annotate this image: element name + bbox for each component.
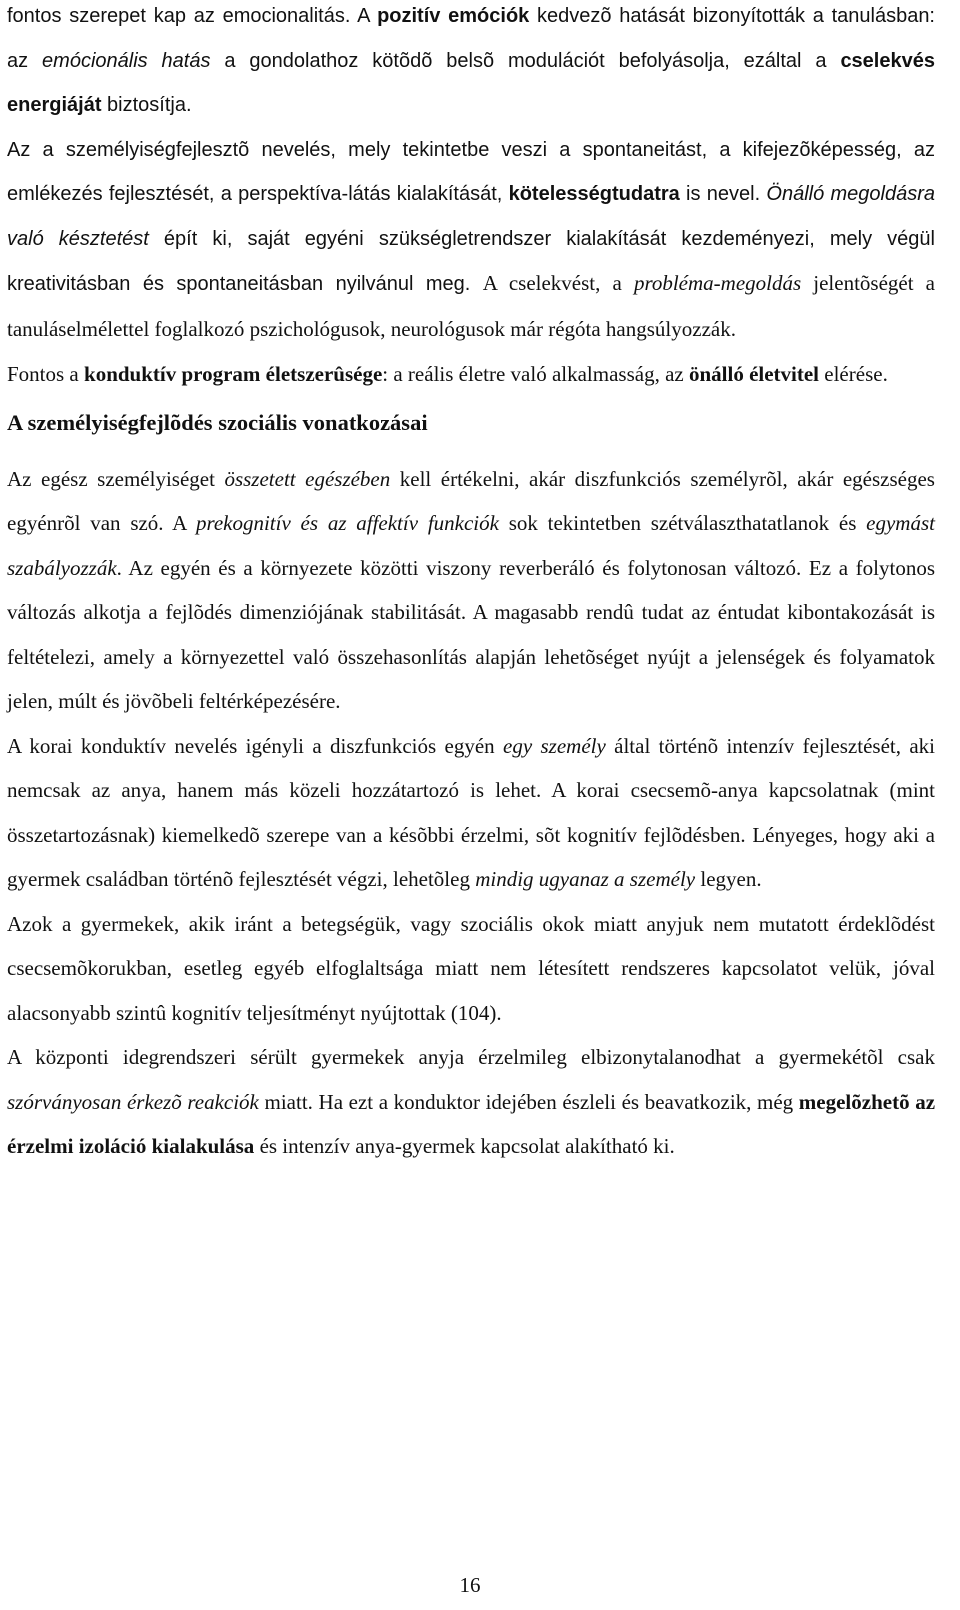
text-run: épít ki, saját egyéni szükségletrendszer kialakítását kezdeményezi, mely végül kreativitásban és spontaneitásban nyilvánul meg. — [7, 227, 935, 295]
text-run: : a reális életre való alkalmasság, az — [382, 362, 689, 386]
text-run: sok tekintetben szétválaszthatatlanok és — [498, 511, 867, 535]
bold-text: cselekvés energiáját — [7, 49, 935, 116]
paragraph-p7 — [7, 1035, 935, 1169]
text-run: Azok a gyermekek, akik iránt a betegségük, vagy szociális okok miatt anyjuk nem mutatott érdeklõdést csecsemõkorukban, esetleg egyéb elfoglaltsága miatt nem létesített rendszeres kapcsolatot velük, jóval alacsonyabb szintû kognitív teljesítményt nyújtottak (104). — [7, 911, 935, 1025]
text-run: Az a személyiségfejlesztõ nevelés, mely tekintetbe veszi a spontaneitást, a kifejezõképesség, az emlékezés fejlesztését, a perspektíva-látás kialakítását, — [7, 138, 935, 205]
italic-text: probléma-megoldás — [633, 271, 802, 295]
text-run: jelentõségét a tanuláselmélettel foglalkozó pszichológusok, neurológusok már régóta hangsúlyozzák. — [7, 271, 936, 341]
text-run: Az egész személyiséget — [7, 466, 225, 491]
paragraph-p5 — [7, 724, 935, 902]
text-run: A központi idegrendszeri sérült gyermekek anyja érzelmileg elbizonytalanodhat a gyermekétõl csak — [7, 1045, 935, 1069]
italic-text: mindig ugyanaz a személy — [475, 867, 696, 891]
italic-text: prekognitív és az affektív funkciók — [195, 511, 499, 535]
text-run: kell értékelni, akár diszfunkciós személyrõl, akár egészséges egyénrõl van szó. A — [7, 466, 935, 535]
text-run: a gondolathoz kötõdõ belsõ modulációt befolyásolja, ezáltal a — [210, 49, 841, 72]
paragraph-p2 — [7, 128, 935, 353]
text-run: és intenzív anya-gyermek kapcsolat alakítható ki. — [254, 1134, 675, 1158]
text-run: Fontos a — [7, 362, 85, 386]
text-run: elérése. — [819, 362, 888, 386]
paragraph-p4 — [7, 457, 935, 724]
text-run: . Az egyén és a környezete közötti viszony reverberáló és folytonosan változó. Ez a folytonos változás alkotja a fejlõdés dimenziójának stabilitását. A magasabb rendû tudat az éntudat kibontakozását is feltételezi, amely a környezettel való összehasonlítás alapján lehetõséget nyújt a jelenségek és folyamatok jelen, múlt és jövõbeli feltérképezésére. — [7, 555, 935, 713]
italic-text: Önálló megoldásra való késztetést — [7, 183, 935, 250]
italic-text: egymást szabályozzák — [7, 511, 935, 580]
text-run: kedvezõ hatását bizonyították a tanulásban: az — [7, 5, 935, 72]
paragraph-p1 — [7, 0, 935, 128]
bold-text: kötelességtudatra — [508, 183, 680, 205]
section-heading: A személyiségfejlõdés szociális vonatkozásai — [7, 409, 428, 435]
paragraph-p6 — [7, 902, 935, 1036]
bold-text: megelõzhetõ az érzelmi izoláció kialakulása — [7, 1089, 936, 1158]
bold-text: önálló életvitel — [688, 362, 820, 386]
page-number: 16 — [459, 1573, 481, 1597]
section-social — [7, 457, 935, 1169]
italic-text: szórványosan érkezõ reakciók — [7, 1089, 259, 1114]
italic-text: emócionális hatás — [42, 49, 211, 72]
bold-text: konduktív program életszerûsége — [84, 362, 383, 386]
bold-text: pozitív emóciók — [377, 5, 530, 27]
text-run: által történõ intenzív fejlesztését, aki nemcsak az anya, hanem más közeli hozzátartozó is lehet. A korai csecsemõ-anya kapcsolatnak (mint összetartozásnak) kiemelkedõ szerepe van a késõbbi érzelmi, sõt kognitív fejlõdésben. Lényeges, hogy aki a gyermek családban történõ fejlesztését végzi, lehetõleg — [7, 733, 935, 891]
text-run: fontos szerepet kap az emocionalitás. A — [7, 5, 378, 27]
italic-text: összetett egészében — [224, 466, 391, 491]
document-page — [7, 0, 935, 1169]
text-run: legyen. — [695, 867, 762, 891]
text-run: biztosítja. — [101, 94, 192, 116]
paragraph-p3 — [7, 352, 935, 397]
text-run: A cselekvést, a — [482, 271, 634, 295]
text-run: A korai konduktív nevelés igényli a diszfunkciós egyén — [7, 733, 503, 758]
section-intro — [7, 0, 935, 397]
text-run: miatt. Ha ezt a konduktor idejében észleli és beavatkozik, még — [258, 1089, 799, 1114]
italic-text: egy személy — [503, 733, 606, 758]
text-run: is nevel. — [679, 183, 767, 205]
